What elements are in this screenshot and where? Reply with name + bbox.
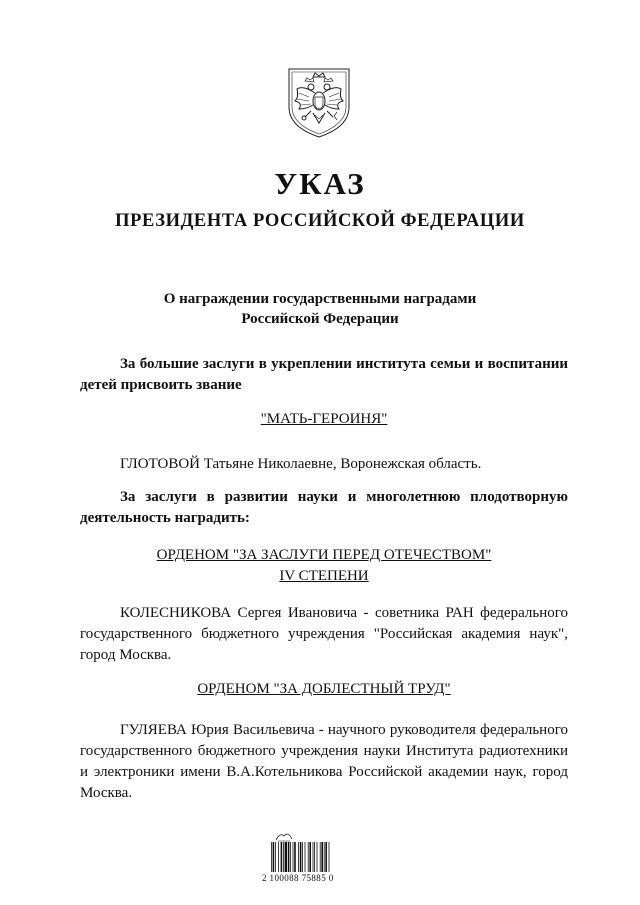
barcode-bar (325, 842, 327, 872)
award-title-line: IV СТЕПЕНИ (279, 568, 369, 584)
barcode-bar (300, 842, 302, 872)
barcode-bar (314, 842, 315, 872)
award-title: ОРДЕНОМ "ЗА ДОБЛЕСТНЫЙ ТРУД" (197, 681, 451, 697)
barcode-bar (308, 842, 309, 872)
seal-mark-icon (274, 829, 294, 843)
recipient-text: КОЛЕСНИКОВА Сергея Ивановича - советника РАН федерального государственного бюджетного учреждения "Российская академия наук", город Москва. (80, 605, 568, 663)
barcode-bar (275, 842, 276, 872)
recipient-paragraph (80, 720, 568, 804)
barcode-bar (317, 842, 318, 872)
barcode-bar (302, 842, 303, 872)
barcode-icon (270, 842, 354, 876)
section-intro-text: За заслуги в развитии науки и многолетнюю плодотворную деятельность наградить: (80, 489, 568, 526)
section-intro (80, 487, 568, 529)
barcode-bar (271, 842, 272, 872)
barcode-bar (320, 842, 321, 872)
heading-line: Российской Федерации (241, 311, 399, 327)
recipient-paragraph (80, 603, 568, 666)
barcode-bar (294, 842, 296, 872)
barcode-bar (285, 842, 287, 872)
barcode-bar (283, 842, 284, 872)
heading-line: О награждении государственными наградами (163, 291, 477, 307)
barcode-bar (293, 842, 294, 872)
barcode-bar (298, 842, 299, 872)
recipient-paragraph (80, 454, 568, 475)
barcode-bar (329, 842, 330, 872)
barcode-bar (281, 842, 283, 872)
barcode-bar (290, 842, 291, 872)
award-title-line: ОРДЕНОМ "ЗА ЗАСЛУГИ ПЕРЕД ОТЕЧЕСТВОМ" (156, 547, 492, 563)
barcode-bar (313, 842, 314, 872)
barcode-bar (278, 842, 279, 872)
barcode-bar (273, 842, 275, 872)
section-intro-text: За большие заслуги в укреплении института семьи и воспитании детей присвоить звание (80, 356, 568, 393)
award-title (80, 545, 568, 587)
section-intro (80, 354, 568, 396)
decree-subtitle: ПРЕЗИДЕНТА РОССИЙСКОЙ ФЕДЕРАЦИИ (115, 211, 525, 231)
barcode-bar (309, 842, 311, 872)
barcode-bar (288, 842, 290, 872)
recipient-text: ГЛОТОВОЙ Татьяне Николаевне, Воронежская область. (120, 456, 482, 472)
barcode-number: 2 100088 75885 0 (262, 873, 334, 883)
award-title: "МАТЬ-ГЕРОИНЯ" (260, 411, 388, 427)
barcode-bar (324, 842, 325, 872)
decree-title: УКАЗ (274, 166, 366, 201)
barcode-bar (305, 842, 306, 872)
decree-heading (80, 289, 560, 329)
barcode-bar (321, 842, 323, 872)
coat-of-arms-icon (279, 63, 359, 139)
recipient-text: ГУЛЯЕВА Юрия Васильевича - научного руководителя федерального государственного бюджетного учреждения науки Института радиотехники и электроники имени В.А.Котельникова Российской академии наук, город Москва. (80, 722, 568, 801)
